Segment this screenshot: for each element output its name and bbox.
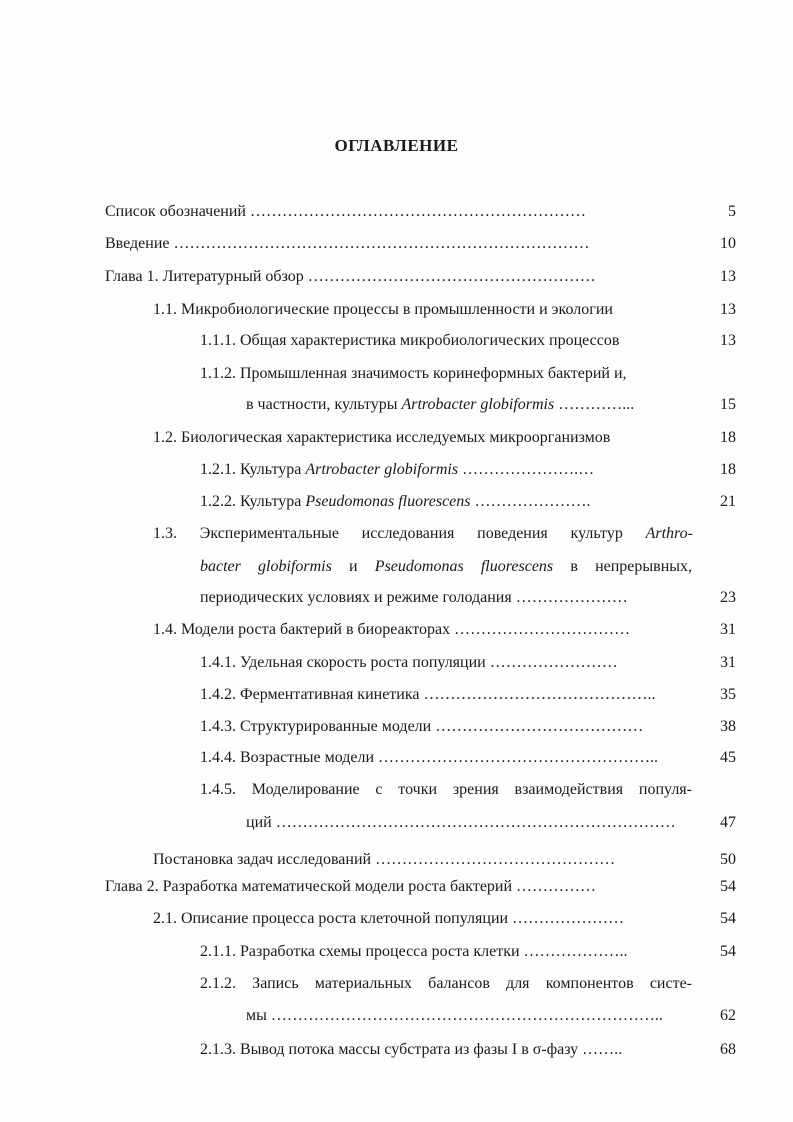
toc-text-part: ………………….…: [458, 461, 595, 478]
toc-entry-text: 2.1.2. Запись материальных балансов для компонентов систе-: [200, 975, 692, 992]
toc-page-number: 21: [720, 493, 736, 510]
toc-entry-text: 2.1. Описание процесса роста клеточной популяции …………………: [153, 910, 625, 927]
toc-text-part: …………...: [554, 396, 635, 413]
organism-name: Arthro-: [645, 525, 693, 542]
toc-page-number: 18: [720, 461, 736, 478]
toc-text-part: 1.2.2. Культура: [200, 493, 306, 510]
toc-entry-text: Введение ……………………………………………………………………: [105, 235, 590, 252]
toc-page-number: 31: [720, 621, 736, 638]
organism-name: bacter globiformis: [200, 558, 332, 575]
toc-page-number: 54: [720, 943, 736, 960]
toc-entry-text: 1.1.2. Промышленная значимость коринеформных бактерий и,: [200, 365, 627, 382]
toc-text-part: в частности, культуры: [246, 396, 402, 413]
organism-name: Pseudomonas fluorescens: [305, 493, 471, 510]
toc-entry-text: ций …………………………………………………………………: [246, 814, 676, 831]
toc-page-number: 13: [720, 301, 736, 318]
toc-page-number: 50: [720, 851, 736, 868]
toc-page-number: 35: [720, 686, 736, 703]
toc-page-number: 54: [720, 878, 736, 895]
toc-page-number: 31: [720, 654, 736, 671]
toc-text-part: в непрерывных,: [553, 558, 693, 575]
toc-entry-text: 1.4.5. Моделирование с точки зрения взаимодействия популя-: [200, 781, 692, 798]
toc-text-part: и: [331, 558, 375, 575]
toc-entry-text: 1.1.1. Общая характеристика микробиологических процессов: [200, 332, 620, 349]
toc-page-number: 45: [720, 749, 736, 766]
toc-entry-text: мы ………………………………………………………………..: [246, 1007, 663, 1024]
toc-text-part: 1.3. Экспериментальные исследования поведения культур: [153, 525, 646, 542]
organism-name: Artrobacter globiformis: [401, 396, 555, 413]
toc-entry-text: 2.1.1. Разработка схемы процесса роста клетки ………………..: [200, 943, 628, 960]
toc-page-number: 47: [720, 814, 736, 831]
toc-entry-text: 1.4.3. Структурированные модели …………………………………: [200, 718, 644, 735]
toc-page-number: 13: [720, 268, 736, 285]
toc-entry-text: [200, 557, 692, 577]
toc-entry-text: [246, 395, 692, 415]
toc-page-number: 13: [720, 332, 736, 349]
toc-text-part: ………………….: [470, 493, 591, 510]
toc-title: ОГЛАВЛЕНИЕ: [334, 136, 459, 155]
toc-entry-text: Постановка задач исследований ………………………………………: [153, 851, 616, 868]
toc-entry-text: 1.4. Модели роста бактерий в биореакторах ……………………………: [153, 621, 631, 638]
toc-entry-text: 1.4.2. Ферментативная кинетика ……………………………………..: [200, 686, 656, 703]
toc-page-number: 18: [720, 429, 736, 446]
toc-entry-text: 1.1. Микробиологические процессы в промышленности и экологии: [153, 301, 613, 318]
toc-page-number: 54: [720, 910, 736, 927]
toc-page-number: 15: [720, 396, 736, 413]
toc-page-number: 10: [720, 235, 736, 252]
toc-entry-text: [153, 524, 693, 544]
toc-page-number: 23: [720, 589, 736, 606]
toc-page-number: 5: [728, 203, 736, 220]
toc-page-number: 68: [720, 1041, 736, 1058]
toc-entry-text: периодических условиях и режиме голодания …………………: [200, 589, 628, 606]
toc-entry-text: Глава 2. Разработка математической модели роста бактерий ……………: [105, 878, 597, 895]
toc-entry-text: 1.4.4. Возрастные модели ……………………………………………..: [200, 749, 659, 766]
toc-entry-text: [200, 460, 692, 480]
toc-entry-text: 1.4.1. Удельная скорость роста популяции ……………………: [200, 654, 618, 671]
toc-entry-text: Список обозначений ………………………………………………………: [105, 203, 586, 220]
toc-entry-text: Глава 1. Литературный обзор ………………………………………………: [105, 268, 596, 285]
toc-entry-text: 1.2. Биологическая характеристика исследуемых микроорганизмов: [153, 429, 611, 446]
toc-text-part: 1.2.1. Культура: [200, 461, 306, 478]
organism-name: Pseudomonas fluorescens: [374, 558, 554, 575]
organism-name: Artrobacter globiformis: [305, 461, 459, 478]
toc-entry-text: [200, 492, 692, 512]
toc-entry-text: 2.1.3. Вывод потока массы субстрата из фазы I в σ-фазу ……..: [200, 1041, 623, 1058]
toc-page-number: 62: [720, 1007, 736, 1024]
toc-page-number: 38: [720, 718, 736, 735]
